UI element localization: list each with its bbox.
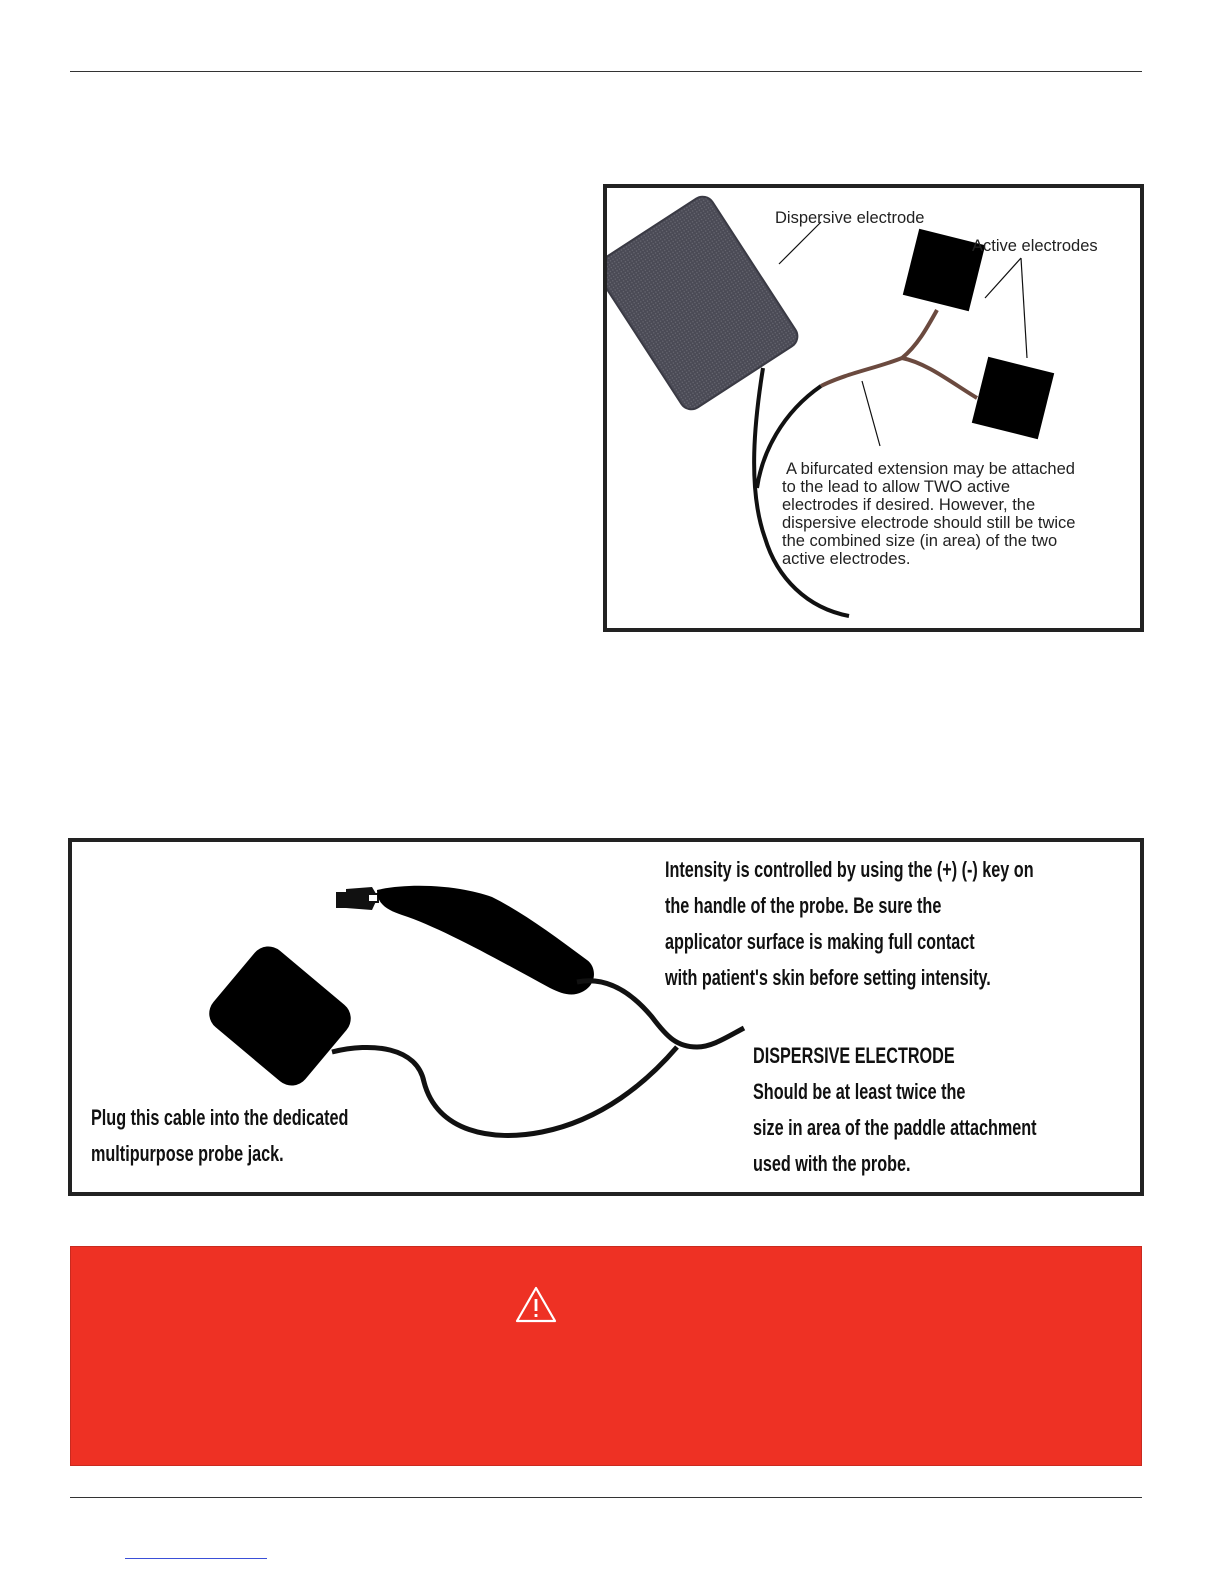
dispersive-pad: [202, 939, 358, 1093]
dispersive-electrode-label: Dispersive electrode: [775, 209, 925, 227]
dispersive-electrode-note: [753, 1038, 1037, 1182]
note-line: electrodes if desired. However, the: [782, 496, 1036, 514]
active-electrode-2: [972, 357, 1054, 439]
active-leader-line-2: [1021, 258, 1027, 358]
bottom-rule: [70, 1497, 1142, 1498]
dispersive-line: Should be at least twice the: [753, 1079, 966, 1104]
note-line: A bifurcated extension may be attached: [786, 460, 1075, 478]
pad-cable: [332, 1047, 677, 1135]
top-rule: [70, 71, 1142, 72]
note-line: to the lead to allow TWO active: [782, 478, 1011, 496]
dispersive-electrode-pad: [607, 192, 802, 414]
bifurcated-extension-note: [782, 460, 1122, 568]
probe-tip: [336, 887, 378, 910]
bifurcated-extension: [821, 358, 902, 386]
note-line: the combined size (in area) of the two: [782, 532, 1058, 550]
note-line: dispersive electrode should still be twice: [782, 514, 1076, 532]
extension-leader-line: [862, 381, 880, 446]
bifurcated-electrode-figure: [603, 184, 1144, 632]
plug-cable-note: [91, 1100, 348, 1172]
plug-line: Plug this cable into the dedicated: [91, 1105, 349, 1130]
warning-box: [70, 1246, 1142, 1466]
intensity-instructions: [665, 852, 1034, 996]
dispersive-line: used with the probe.: [753, 1151, 911, 1176]
active-electrodes-label: Active electrodes: [972, 237, 1098, 255]
intensity-line: Intensity is controlled by using the (+) (-) key on: [665, 857, 1034, 882]
probe-setup-figure: [68, 838, 1144, 1196]
note-line: active electrodes.: [782, 550, 911, 568]
probe-handle: [377, 886, 594, 995]
plug-line: multipurpose probe jack.: [91, 1141, 284, 1166]
dispersive-leader-line: [779, 222, 821, 264]
dispersive-line: size in area of the paddle attachment: [753, 1115, 1037, 1140]
warning-triangle-icon: [514, 1285, 558, 1325]
footer-link-underline[interactable]: [125, 1558, 267, 1559]
intensity-line: the handle of the probe. Be sure the: [665, 893, 942, 918]
intensity-line: with patient's skin before setting intensity.: [665, 965, 991, 990]
dispersive-heading: DISPERSIVE ELECTRODE: [753, 1043, 955, 1068]
active-leader-line-1: [985, 258, 1021, 298]
intensity-line: applicator surface is making full contact: [665, 929, 975, 954]
